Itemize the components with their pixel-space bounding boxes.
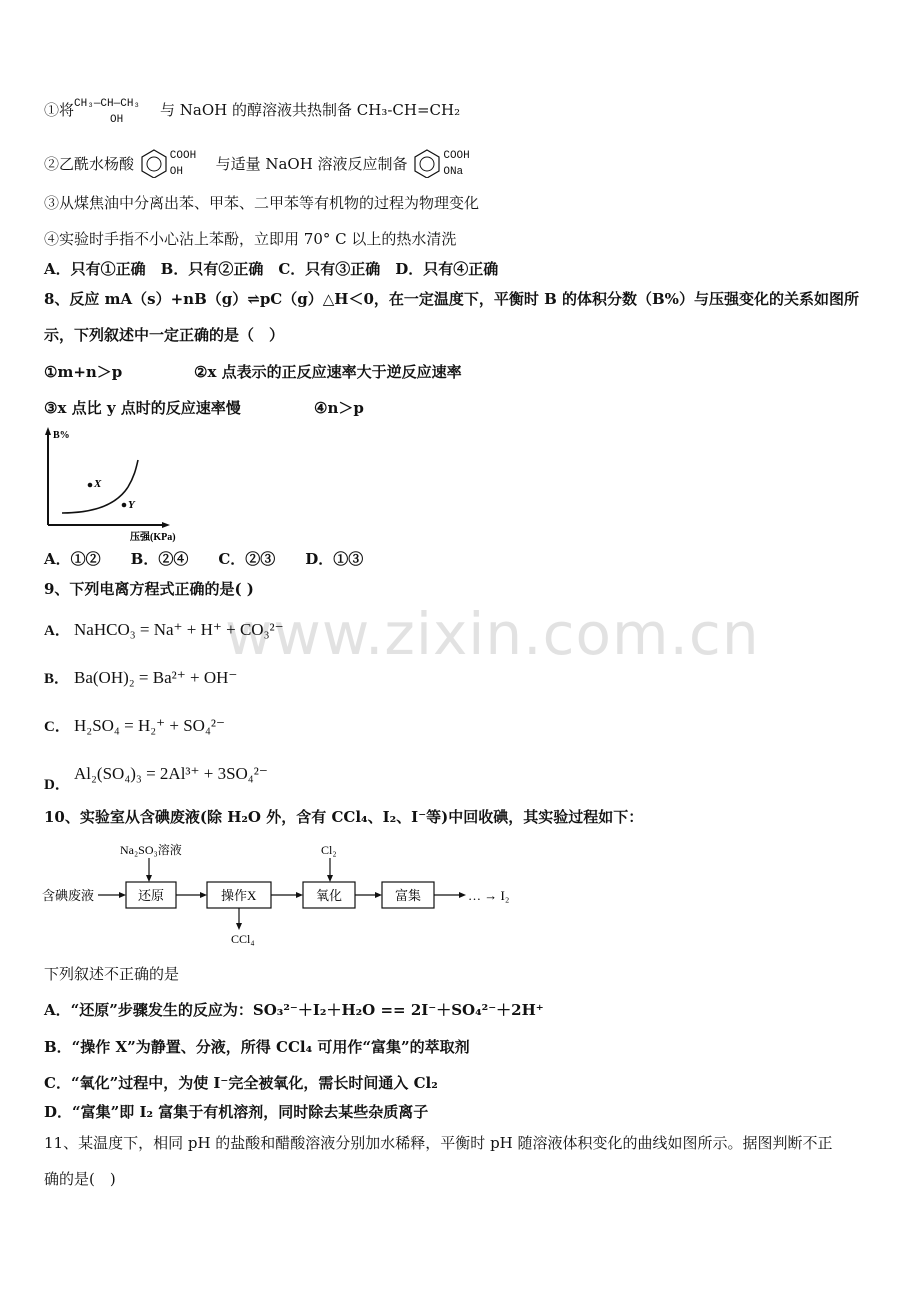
- q7-options: A．只有①正确 B．只有②正确 C．只有③正确 D．只有④正确: [44, 260, 499, 278]
- y-axis-arrow-icon: [45, 427, 51, 435]
- q7-item3: ③从煤焦油中分离出苯、甲苯、二甲苯等有机物的过程为物理变化: [44, 194, 480, 212]
- flow-out2: CCl₄: [231, 932, 255, 946]
- benzene-ring-icon: [412, 148, 442, 178]
- q7-item2-middle: 与适量 NaOH 溶液反应制备: [215, 155, 408, 173]
- arrow-icon: [327, 875, 333, 882]
- q7-item2: [44, 150, 484, 180]
- arrow-icon: [296, 892, 303, 898]
- q9-stem: 9、下列电离方程式正确的是( ): [44, 580, 254, 598]
- flow-box4-label: 富集: [395, 888, 422, 903]
- arrow-icon: [200, 892, 207, 898]
- q11-stem-line1: 11、某温度下，相同 pH 的盐酸和醋酸溶液分别加水稀释，平衡时 pH 随溶液体积变化的曲线如图所示。据图判断不正: [44, 1134, 833, 1152]
- arrow-icon: [119, 892, 126, 898]
- q8-stem-line2: 示，下列叙述中一定正确的是（ ）: [44, 326, 285, 344]
- flow-box1-label: 还原: [138, 888, 165, 903]
- q10-option-b: B．“操作 X”为静置、分液，所得 CCl₄ 可用作“富集”的萃取剂: [44, 1038, 470, 1056]
- q9-d-label: D．: [44, 777, 70, 793]
- q7-item4: ④实验时手指不小心沾上苯酚，立即用 70° C 以上的热水清洗: [44, 230, 457, 248]
- watermark: www.zixin.com.cn: [225, 600, 760, 668]
- q10-prompt: 下列叙述不正确的是: [44, 965, 180, 983]
- graph-x-label: 压强(KPa): [130, 532, 176, 543]
- q9-option-a: [44, 620, 284, 641]
- arrow-icon: [236, 923, 242, 930]
- q8-statement-1: ①m+n＞p: [44, 363, 123, 381]
- flow-box3-label: 氧化: [316, 888, 343, 903]
- q8-statement-4: ④n＞p: [314, 399, 364, 417]
- q9-a-label: A．: [44, 623, 70, 639]
- q9-a-equation: NaHCO₃ = Na⁺ + H⁺ + CO₃²⁻: [74, 620, 284, 639]
- q8-options: A．①② B．②④ C．②③ D．①③: [44, 550, 364, 568]
- flow-box2-label: 操作X: [221, 888, 257, 903]
- q11-stem-line2: 确的是( ): [44, 1170, 116, 1188]
- q9-option-b: [44, 668, 237, 689]
- isopropanol-structure: [74, 98, 160, 126]
- flow-start: 含碘废液: [42, 888, 95, 903]
- arrow-icon: [459, 892, 466, 898]
- q9-d-equation: Al₂(SO₄)₃ = 2Al³⁺ + 3SO₄²⁻: [74, 764, 268, 783]
- arrow-icon: [375, 892, 382, 898]
- sodium-salicylate-structure: [412, 150, 484, 180]
- q9-b-equation: Ba(OH)₂ = Ba²⁺ + OH⁻: [74, 668, 238, 687]
- graph-point-x-label: X: [94, 478, 102, 490]
- graph-point-y-label: Y: [128, 499, 135, 511]
- flow-reagent1: Na₂SO₃溶液: [120, 843, 182, 857]
- graph-y-label: B%: [53, 430, 70, 441]
- q9-option-d: [44, 764, 268, 795]
- point-x: [88, 483, 93, 488]
- mol1-cooh: COOH: [169, 150, 197, 162]
- x-axis-arrow-icon: [162, 522, 170, 528]
- q9-c-equation: H₂SO₄ = H₂⁺ + SO₄²⁻: [74, 716, 225, 735]
- q8-statement-3: ③x 点比 y 点时的反应速率慢: [44, 399, 241, 417]
- isopropanol-oh: OH: [110, 114, 124, 126]
- mol1-oh: OH: [169, 166, 183, 178]
- mol2-ona: ONa: [443, 166, 464, 178]
- q9-option-c: [44, 716, 225, 737]
- q10-option-a: A．“还原”步骤发生的反应为：SO₃²⁻＋I₂＋H₂O == 2I⁻＋SO₄²⁻＋2H⁺: [44, 1001, 544, 1019]
- q9-c-label: C．: [44, 719, 70, 735]
- q7-item1-prefix: ①将: [44, 101, 75, 119]
- q8-statement-2: ②x 点表示的正反应速率大于逆反应速率: [194, 363, 462, 381]
- q8-graph: [40, 425, 200, 545]
- q10-flowchart: [40, 838, 560, 948]
- q7-item1: [44, 98, 461, 126]
- q10-stem: 10、实验室从含碘废液(除 H₂O 外，含有 CCl₄、I₂、I⁻等)中回收碘，其实验过程如下：: [44, 808, 644, 826]
- q7-item1-suffix: 与 NaOH 的醇溶液共热制备 CH₃-CH=CH₂: [160, 101, 461, 119]
- q10-option-c: C．“氧化”过程中，为使 I⁻完全被氧化，需长时间通入 Cl₂: [44, 1074, 438, 1092]
- q8-stem-line1: 8、反应 mA（s）+nB（g）⇌pC（g）△H＜0，在一定温度下，平衡时 B 的体积分数（B%）与压强变化的关系如图所: [44, 290, 859, 308]
- point-y: [122, 503, 127, 508]
- mol2-cooh: COOH: [443, 150, 470, 162]
- isopropanol-top: CH₃—CH—CH₃: [74, 98, 141, 110]
- benzene-ring-icon: [139, 148, 169, 178]
- arrow-icon: [146, 875, 152, 882]
- q10-option-d: D．“富集”即 I₂ 富集于有机溶剂，同时除去某些杂质离子: [44, 1103, 429, 1121]
- q7-item2-prefix: ②乙酰水杨酸: [44, 155, 135, 173]
- q9-b-label: B．: [44, 671, 70, 687]
- acetylsalicylic-acid-structure: [139, 150, 211, 180]
- flow-end: … → I₂: [468, 888, 510, 903]
- flow-reagent3: Cl₂: [321, 843, 337, 857]
